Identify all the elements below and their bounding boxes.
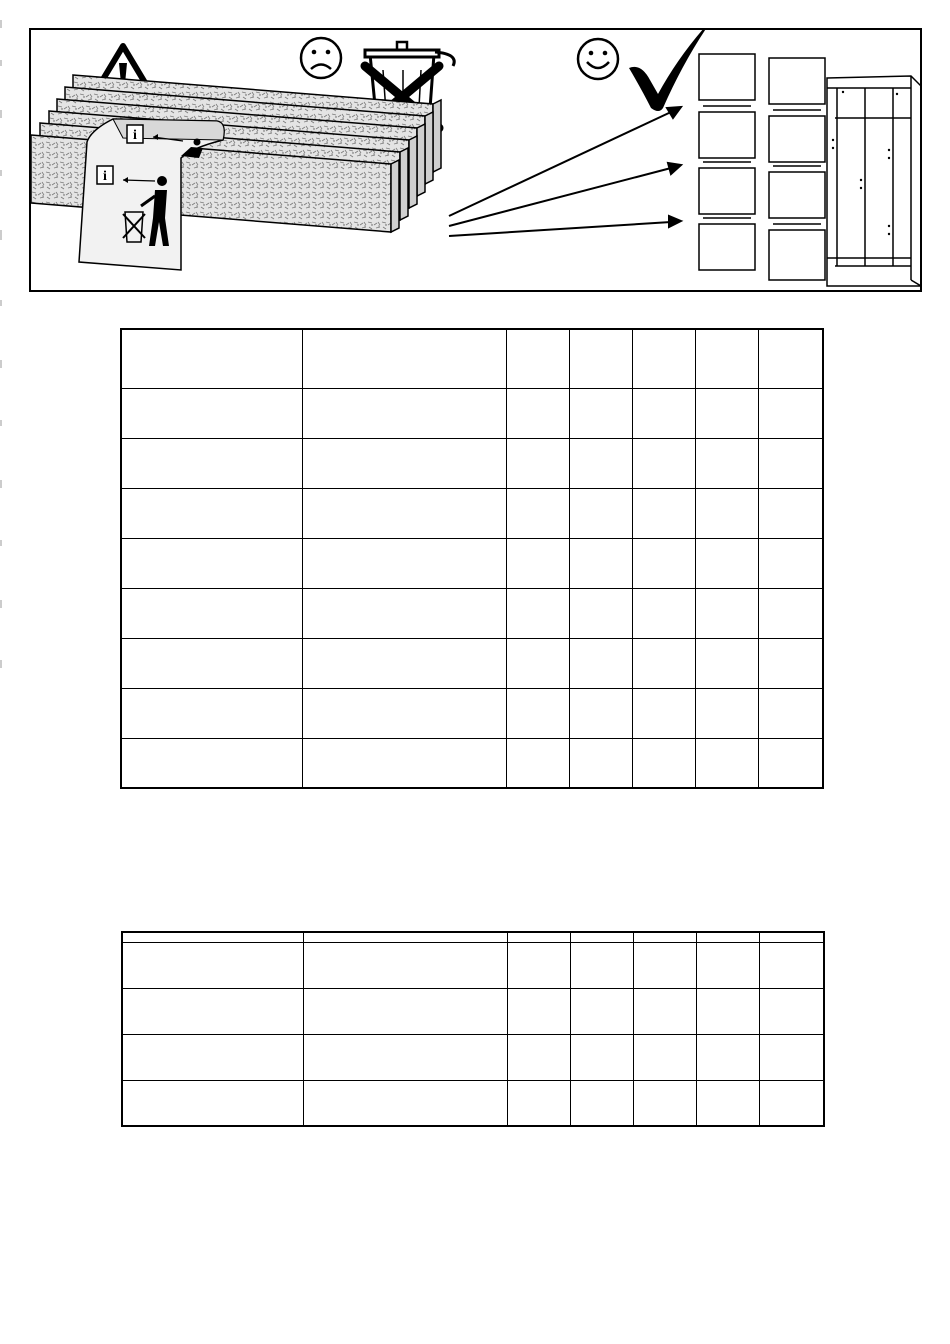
table-cell (695, 488, 758, 538)
svg-text:i: i (133, 128, 137, 143)
table-cell (695, 638, 758, 688)
table-row (121, 638, 823, 688)
table-header-row (122, 932, 824, 942)
door-panels (699, 54, 825, 280)
table-cell (303, 1080, 507, 1126)
table-cell (506, 438, 569, 488)
info-icon (127, 125, 143, 143)
table-cell (632, 388, 695, 438)
table-row (121, 388, 823, 438)
info-icon (97, 166, 113, 184)
table-row (121, 488, 823, 538)
header-cell (570, 932, 633, 942)
assembly-arrows (449, 107, 681, 236)
table-cell (758, 688, 823, 738)
table-cell (121, 588, 302, 638)
table-cell (759, 1034, 824, 1080)
happy-face-icon (578, 39, 618, 79)
parts-table-1 (120, 328, 824, 789)
table-cell (121, 388, 302, 438)
table-cell (695, 588, 758, 638)
table-cell (122, 1034, 303, 1080)
header-cell (632, 329, 695, 388)
header-cell (695, 329, 758, 388)
table-row (121, 538, 823, 588)
table-header-row (121, 329, 823, 388)
table-cell (302, 488, 506, 538)
header-cell (122, 932, 303, 942)
table-cell (758, 588, 823, 638)
table-cell (122, 1080, 303, 1126)
header-cell (507, 932, 570, 942)
table-cell (570, 988, 633, 1034)
table-cell (507, 1080, 570, 1126)
table-cell (633, 942, 696, 988)
table-cell (302, 438, 506, 488)
table-cell (121, 438, 302, 488)
table-cell (303, 1034, 507, 1080)
header-cell (303, 932, 507, 942)
table-cell (696, 1034, 759, 1080)
table-cell (695, 438, 758, 488)
table-cell (632, 438, 695, 488)
table-cell (570, 1080, 633, 1126)
table-row (121, 738, 823, 788)
table-cell (121, 638, 302, 688)
table-cell (632, 638, 695, 688)
table-cell (695, 538, 758, 588)
table-cell (302, 688, 506, 738)
table-cell (506, 638, 569, 688)
table-cell (121, 538, 302, 588)
parts-table-2 (121, 931, 825, 1127)
table-cell (758, 388, 823, 438)
table-cell (122, 942, 303, 988)
header-cell (758, 329, 823, 388)
table-cell (758, 438, 823, 488)
table-cell (633, 988, 696, 1034)
table-row (121, 438, 823, 488)
assembled-wardrobe (827, 76, 920, 286)
table-cell (569, 738, 632, 788)
table-row (122, 1034, 824, 1080)
table-cell (506, 538, 569, 588)
table-cell (569, 438, 632, 488)
table-cell (569, 638, 632, 688)
table-cell (759, 1080, 824, 1126)
scan-edge-marks (0, 0, 4, 700)
table-cell (507, 1034, 570, 1080)
table-cell (302, 738, 506, 788)
table-cell (121, 688, 302, 738)
table-cell (506, 488, 569, 538)
header-cell (633, 932, 696, 942)
table-cell (302, 588, 506, 638)
table-cell (122, 988, 303, 1034)
table-cell (121, 738, 302, 788)
table-cell (506, 588, 569, 638)
table-cell (632, 538, 695, 588)
table-cell (632, 488, 695, 538)
table-cell (303, 988, 507, 1034)
table-cell (695, 688, 758, 738)
table-row (121, 688, 823, 738)
table-cell (632, 738, 695, 788)
table-cell (758, 538, 823, 588)
table-cell (570, 1034, 633, 1080)
table-cell (758, 488, 823, 538)
table-cell (695, 388, 758, 438)
table-cell (121, 488, 302, 538)
header-cell (759, 932, 824, 942)
table-cell (758, 738, 823, 788)
header-cell (121, 329, 302, 388)
table-cell (569, 488, 632, 538)
table-row (122, 988, 824, 1034)
svg-text:i: i (103, 169, 107, 184)
table-cell (696, 1080, 759, 1126)
table-cell (507, 988, 570, 1034)
table-cell (506, 688, 569, 738)
table-cell (633, 1034, 696, 1080)
table-cell (696, 988, 759, 1034)
table-cell (759, 988, 824, 1034)
sad-face-icon (301, 38, 341, 78)
table-cell (302, 388, 506, 438)
table-cell (302, 538, 506, 588)
table-cell (759, 942, 824, 988)
header-cell (569, 329, 632, 388)
table-row (122, 1080, 824, 1126)
table-cell (632, 588, 695, 638)
table-cell (569, 538, 632, 588)
table-cell (506, 738, 569, 788)
table-cell (507, 942, 570, 988)
header-cell (506, 329, 569, 388)
table-row (121, 588, 823, 638)
table-cell (303, 942, 507, 988)
table-cell (632, 688, 695, 738)
header-cell (302, 329, 506, 388)
table-cell (506, 388, 569, 438)
recycling-instructions-illustration (29, 28, 922, 292)
table-cell (302, 638, 506, 688)
table-cell (569, 388, 632, 438)
table-cell (695, 738, 758, 788)
table-cell (569, 688, 632, 738)
header-cell (696, 932, 759, 942)
table-cell (758, 638, 823, 688)
table-cell (633, 1080, 696, 1126)
table-cell (569, 588, 632, 638)
table-cell (696, 942, 759, 988)
table-cell (570, 942, 633, 988)
table-row (122, 942, 824, 988)
